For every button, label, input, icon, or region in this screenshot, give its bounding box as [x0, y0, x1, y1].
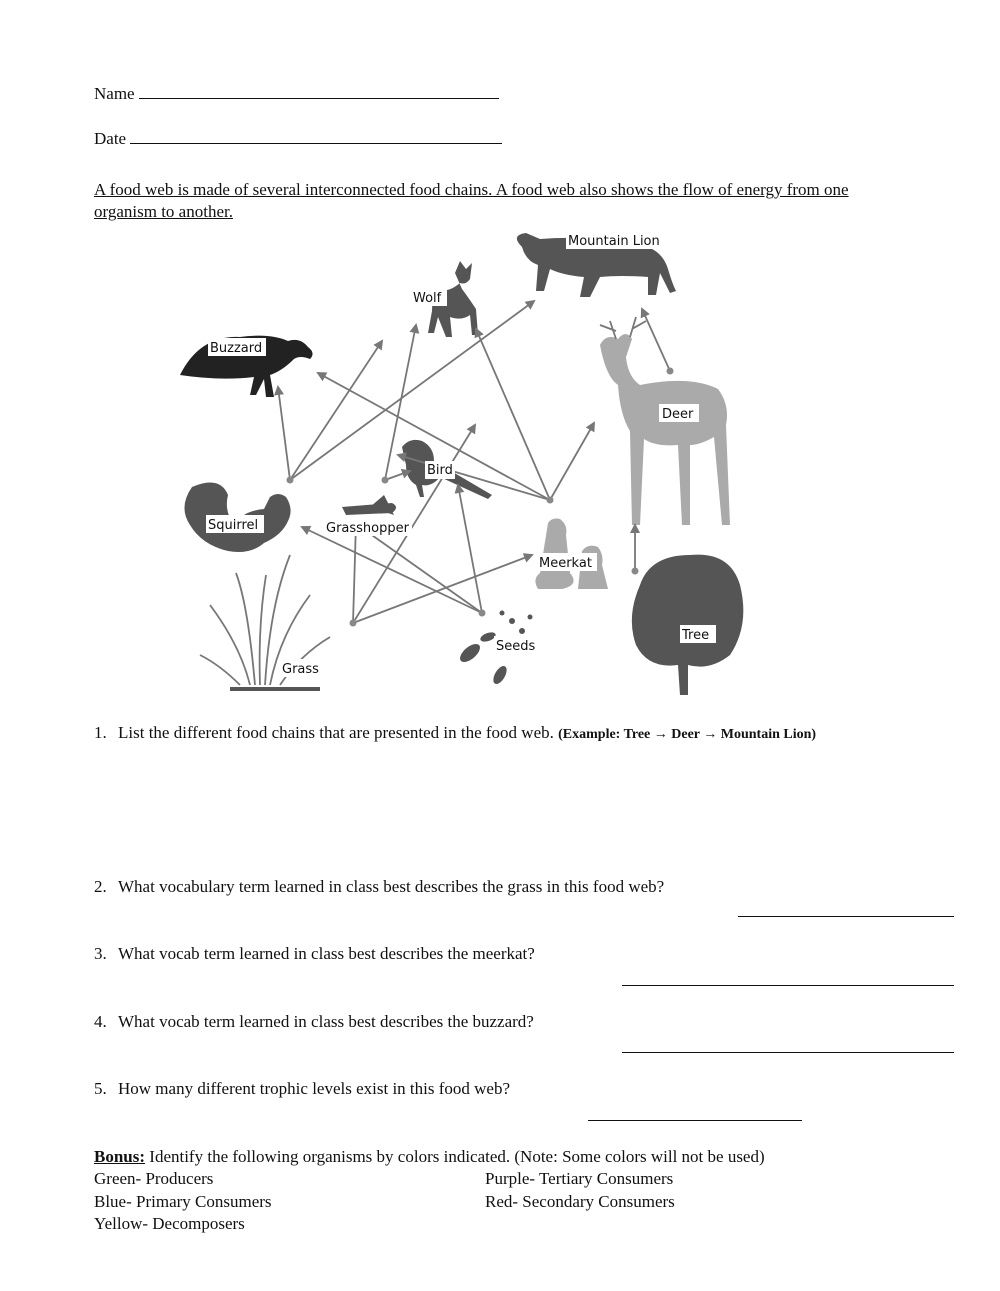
tree-illustration	[632, 555, 743, 695]
name-line	[94, 82, 499, 105]
label-grass	[280, 659, 322, 677]
svg-text:Squirrel: Squirrel	[208, 518, 259, 533]
grasshopper-illustration	[340, 495, 396, 515]
svg-text:Grasshopper: Grasshopper	[326, 521, 409, 536]
question-1-number: 1.	[94, 723, 107, 742]
label-meerkat	[537, 553, 597, 571]
date-blank[interactable]	[130, 127, 502, 144]
label-seeds	[494, 636, 538, 654]
bonus-label: Bonus:	[94, 1147, 146, 1166]
question-3-text: What vocab term learned in class best describes the meerkat?	[118, 944, 535, 963]
bonus-text: Identify the following organisms by colors indicated. (Note: Some colors will not be used)	[149, 1147, 765, 1166]
date-line	[94, 127, 502, 150]
answer-line-2[interactable]	[738, 916, 954, 917]
intro-text: A food web is made of several interconnected food chains. A food web also shows the flow of energy from one organism to another.	[94, 180, 849, 221]
svg-text:Grass: Grass	[282, 662, 319, 677]
question-5-text: How many different trophic levels exist in this food web?	[118, 1079, 511, 1098]
svg-text:Deer: Deer	[662, 407, 694, 422]
svg-text:Meerkat: Meerkat	[539, 556, 592, 571]
question-1-example: (Example: Tree → Deer → Mountain Lion)	[558, 727, 817, 742]
question-5-number: 5.	[94, 1079, 107, 1098]
question-3-number: 3.	[94, 944, 107, 963]
question-1-text: List the different food chains that are presented in the food web.	[118, 723, 554, 742]
answer-line-3[interactable]	[622, 985, 954, 986]
question-4-number: 4.	[94, 1012, 107, 1031]
label-buzzard	[208, 338, 266, 356]
bonus-left-1: Green- Producers	[94, 1169, 214, 1188]
question-2-number: 2.	[94, 877, 107, 896]
question-5	[94, 1078, 510, 1100]
svg-text:Buzzard: Buzzard	[210, 341, 263, 356]
label-mountain-lion	[566, 231, 670, 249]
answer-line-4[interactable]	[622, 1052, 954, 1053]
answer-line-5[interactable]	[588, 1120, 802, 1121]
bonus-heading	[94, 1146, 765, 1168]
bonus-left-3: Yellow- Decomposers	[94, 1214, 245, 1233]
question-4	[94, 1011, 534, 1033]
bonus-right-2: Red- Secondary Consumers	[485, 1192, 675, 1211]
label-squirrel	[206, 515, 264, 533]
question-3	[94, 943, 535, 965]
question-4-text: What vocab term learned in class best describes the buzzard?	[118, 1012, 534, 1031]
svg-text:Tree: Tree	[682, 628, 710, 643]
label-deer	[659, 404, 699, 422]
bonus-right-1: Purple- Tertiary Consumers	[485, 1169, 674, 1188]
label-tree	[680, 625, 716, 643]
label-wolf	[411, 288, 447, 306]
name-blank[interactable]	[139, 82, 499, 99]
name-label: Name	[94, 84, 135, 103]
label-grasshopper	[324, 518, 412, 536]
bonus-left-2: Blue- Primary Consumers	[94, 1192, 272, 1211]
question-2	[94, 876, 664, 898]
svg-text:Bird: Bird	[427, 463, 453, 478]
question-2-text: What vocabulary term learned in class best describes the grass in this food web?	[118, 877, 665, 896]
food-web-diagram	[170, 225, 750, 705]
svg-text:Mountain Lion: Mountain Lion	[568, 234, 660, 249]
date-label: Date	[94, 129, 127, 148]
label-bird	[425, 461, 455, 479]
svg-text:Wolf: Wolf	[413, 291, 442, 306]
svg-text:Seeds: Seeds	[496, 639, 536, 654]
question-1	[94, 722, 816, 746]
